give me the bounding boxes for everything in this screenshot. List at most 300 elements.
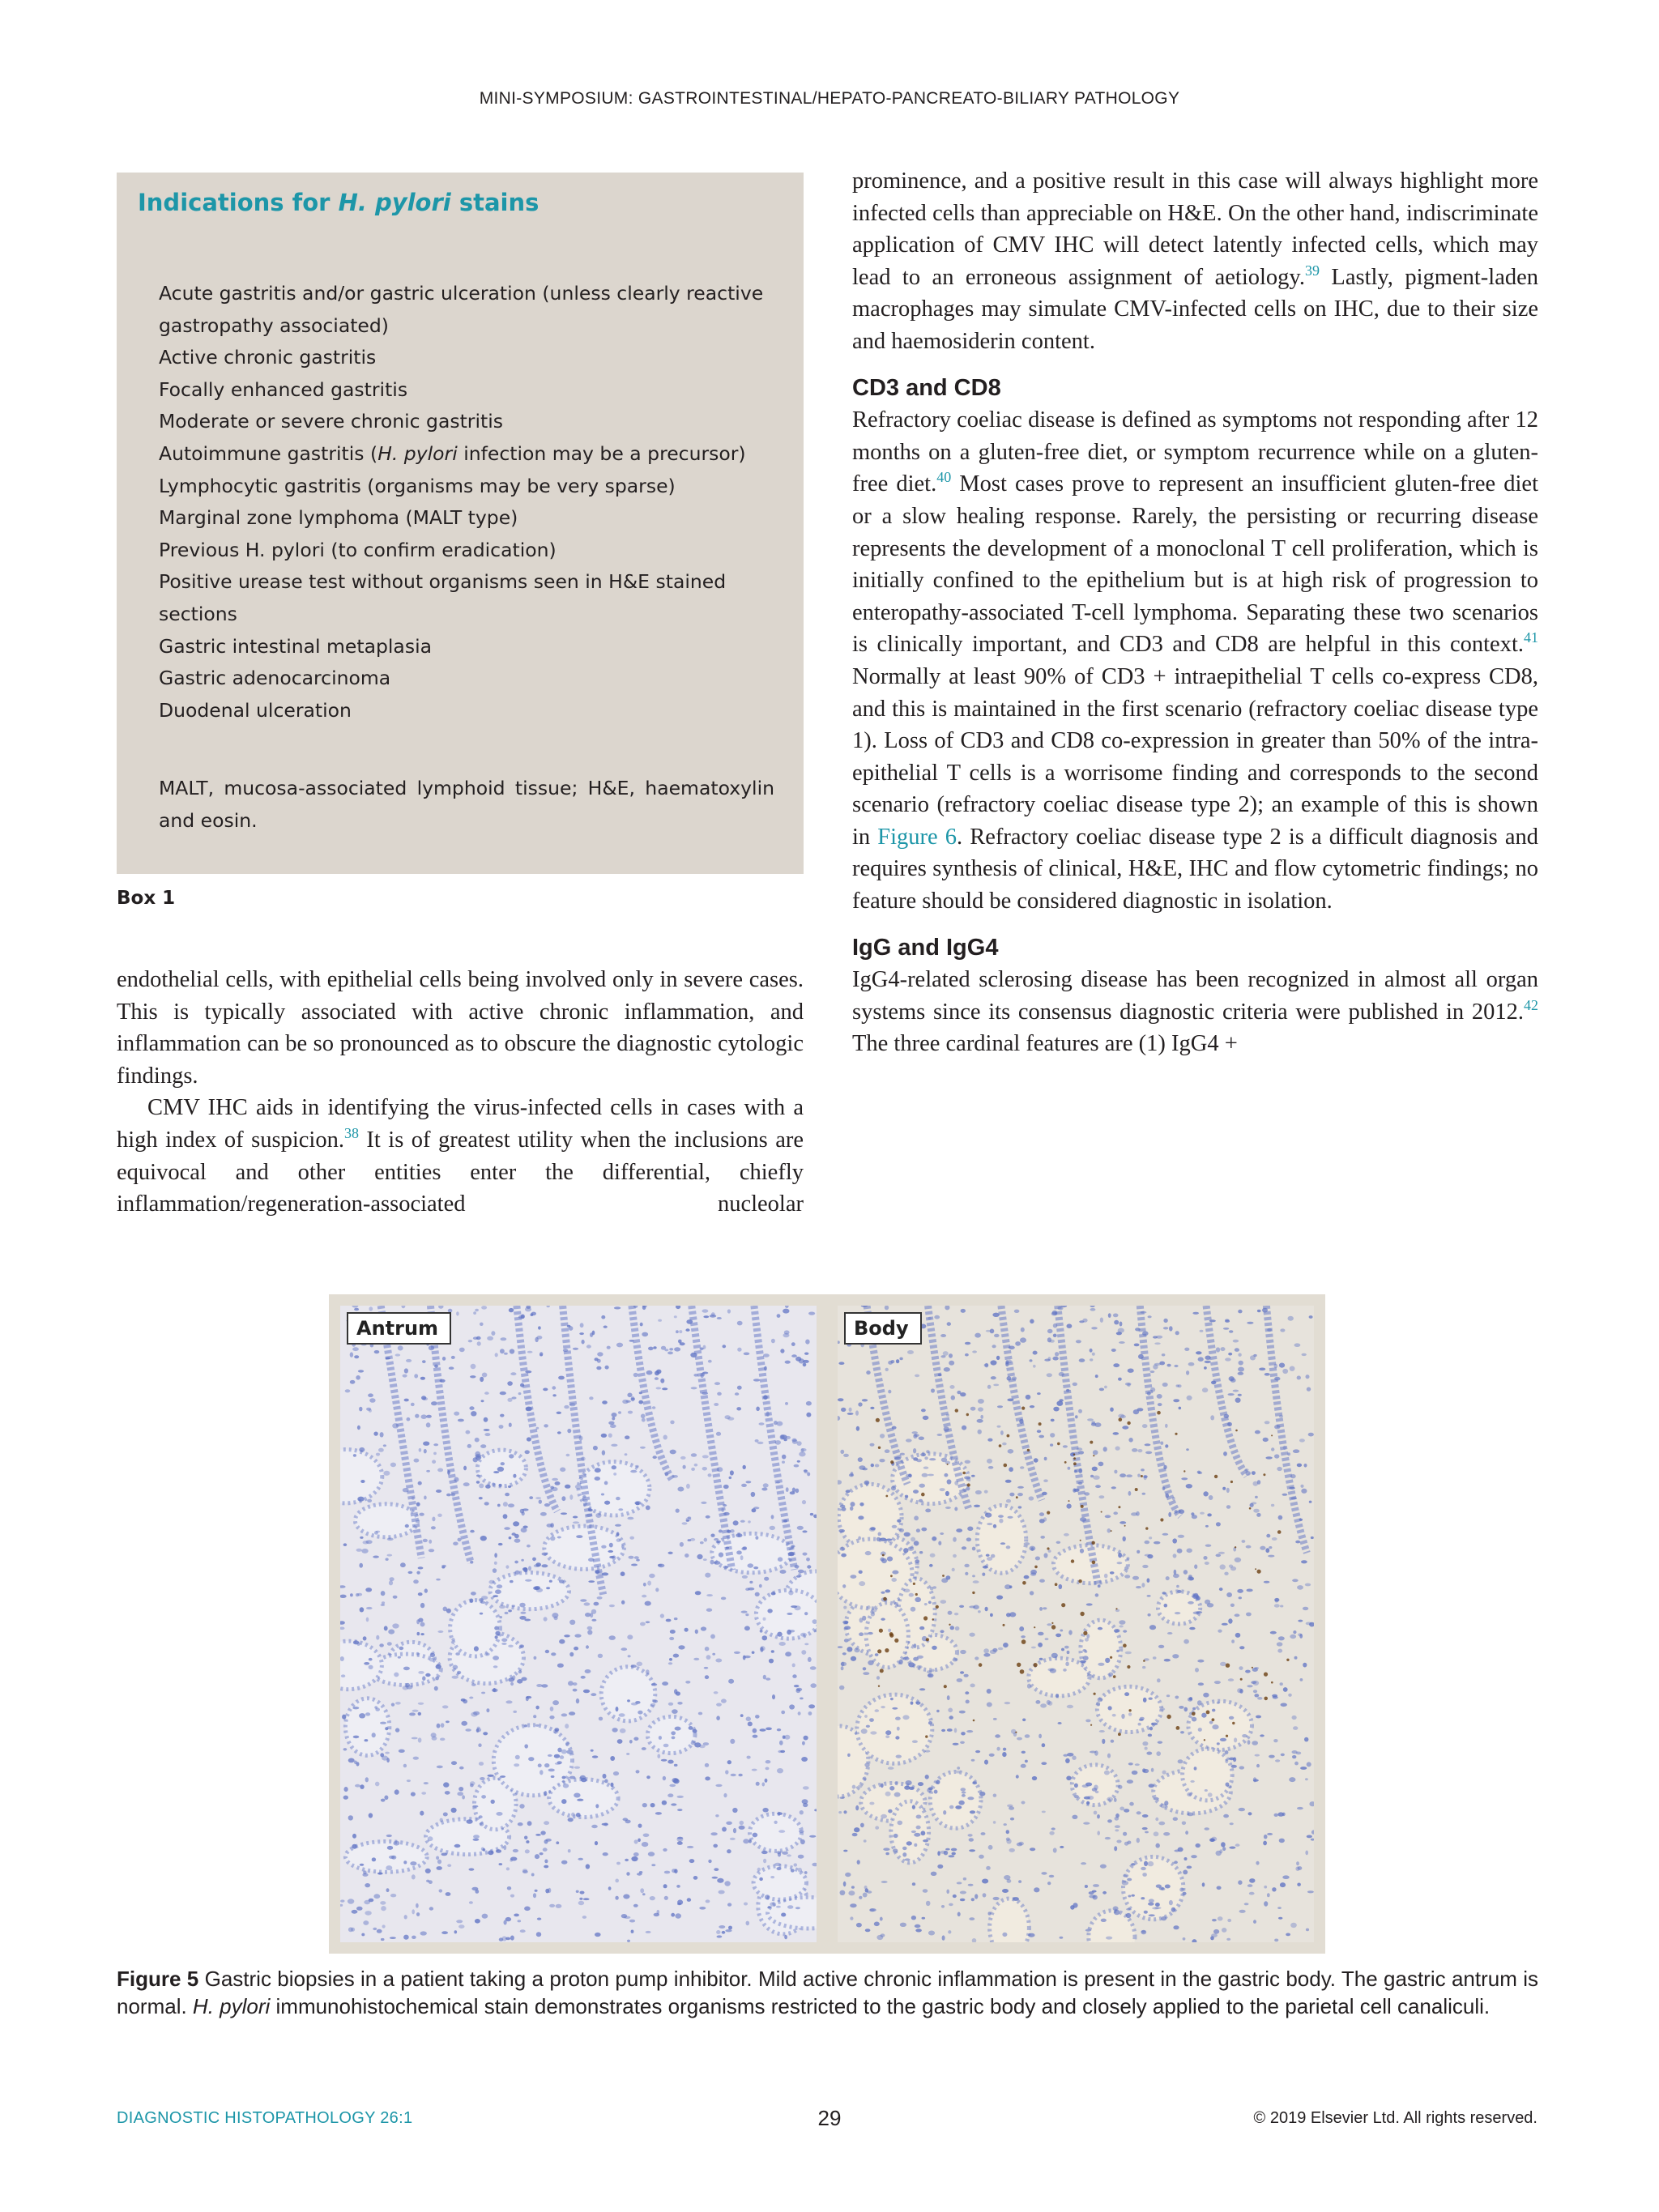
gland-outline <box>355 1504 417 1537</box>
nucleus <box>1272 1694 1277 1698</box>
nucleus <box>1302 1353 1307 1356</box>
nucleus <box>961 1309 966 1313</box>
h-pylori-organism <box>1252 1667 1253 1669</box>
nucleus <box>469 1868 475 1870</box>
nucleus <box>919 1484 925 1488</box>
nucleus <box>998 1647 1003 1651</box>
nucleus <box>1025 1760 1028 1763</box>
nucleus <box>539 1770 543 1775</box>
h-pylori-organism <box>1128 1709 1131 1711</box>
nucleus <box>526 1840 529 1843</box>
nucleus <box>705 1776 710 1780</box>
nucleus <box>1117 1562 1123 1564</box>
nucleus <box>983 1653 990 1657</box>
nucleus <box>1203 1693 1209 1698</box>
nucleus <box>672 1778 679 1783</box>
nucleus <box>686 1319 693 1324</box>
nucleus <box>456 1311 459 1315</box>
nucleus <box>634 1501 641 1505</box>
nucleus <box>787 1905 793 1909</box>
nucleus <box>500 1392 506 1395</box>
nucleus <box>864 1839 867 1842</box>
nucleus <box>751 1492 756 1497</box>
nucleus <box>741 1484 747 1487</box>
h-pylori-organism <box>1047 1511 1050 1515</box>
nucleus <box>442 1705 449 1708</box>
nucleus <box>993 1794 997 1797</box>
nucleus <box>536 1932 541 1937</box>
nucleus <box>376 1635 379 1640</box>
nucleus <box>699 1907 706 1910</box>
nucleus <box>774 1863 781 1866</box>
nucleus <box>508 1485 511 1488</box>
nucleus <box>477 1727 480 1729</box>
nucleus <box>1203 1491 1208 1496</box>
h-pylori-organism <box>1249 1507 1252 1510</box>
nucleus <box>1127 1779 1133 1784</box>
nucleus <box>626 1753 629 1755</box>
h-pylori-organism <box>966 1413 969 1416</box>
nucleus <box>1098 1663 1104 1666</box>
h-pylori-organism <box>1064 1461 1067 1464</box>
nucleus <box>426 1415 432 1418</box>
nucleus <box>807 1565 811 1568</box>
h-pylori-organism <box>1124 1525 1126 1527</box>
nucleus <box>799 1451 805 1456</box>
nucleus <box>420 1633 424 1635</box>
nucleus <box>728 1926 732 1930</box>
nucleus <box>636 1770 640 1773</box>
mucosal-fold <box>1206 1306 1247 1476</box>
h-pylori-organism <box>1145 1527 1148 1529</box>
nucleus <box>459 1767 464 1770</box>
nucleus <box>363 1870 366 1874</box>
indications-box <box>117 173 804 874</box>
nucleus <box>369 1899 374 1903</box>
nucleus <box>616 1862 621 1865</box>
nucleus <box>629 1740 633 1744</box>
nucleus <box>893 1602 898 1605</box>
nucleus <box>940 1334 946 1337</box>
nucleus <box>694 1464 698 1467</box>
h-pylori-organism <box>1264 1697 1268 1701</box>
nucleus <box>1141 1583 1145 1588</box>
nucleus <box>585 1669 591 1673</box>
nucleus <box>1211 1933 1218 1937</box>
nucleus <box>919 1437 924 1441</box>
nucleus <box>1254 1694 1259 1697</box>
nucleus <box>1149 1899 1154 1903</box>
citation-link[interactable]: 38 <box>343 1124 359 1141</box>
nucleus <box>457 1792 463 1796</box>
nucleus <box>507 1398 512 1402</box>
nucleus <box>1158 1645 1164 1648</box>
nucleus <box>769 1659 774 1664</box>
nucleus <box>1124 1575 1130 1578</box>
nucleus <box>473 1835 480 1839</box>
nucleus <box>399 1647 403 1650</box>
nucleus <box>946 1890 949 1894</box>
nucleus <box>1198 1472 1202 1474</box>
nucleus <box>1085 1885 1088 1888</box>
nucleus <box>1132 1448 1137 1452</box>
citation-link[interactable]: 41 <box>1524 629 1538 646</box>
nucleus <box>603 1774 607 1779</box>
nucleus <box>1165 1424 1168 1428</box>
nucleus <box>514 1914 519 1917</box>
nucleus <box>420 1622 425 1627</box>
nucleus <box>628 1655 631 1657</box>
nucleus <box>521 1559 524 1562</box>
nucleus <box>1145 1554 1151 1557</box>
nucleus <box>1050 1433 1055 1438</box>
nucleus <box>1183 1639 1189 1644</box>
nucleus <box>565 1724 569 1728</box>
nucleus <box>717 1467 723 1472</box>
nucleus <box>880 1434 885 1438</box>
nucleus <box>519 1804 524 1809</box>
nucleus <box>885 1539 892 1541</box>
nucleus <box>944 1367 950 1372</box>
nucleus <box>621 1600 625 1605</box>
nucleus <box>625 1859 629 1861</box>
nucleus <box>763 1353 770 1357</box>
nucleus <box>950 1626 954 1630</box>
nucleus <box>495 1589 501 1594</box>
nucleus <box>458 1924 464 1929</box>
nucleus <box>625 1435 629 1439</box>
nucleus <box>473 1311 476 1315</box>
nucleus <box>416 1912 420 1916</box>
nucleus <box>559 1579 564 1583</box>
nucleus <box>732 1808 737 1813</box>
nucleus <box>1221 1842 1226 1847</box>
nucleus <box>518 1392 522 1395</box>
nucleus <box>551 1652 556 1656</box>
nucleus <box>1090 1349 1093 1353</box>
nucleus <box>586 1645 589 1648</box>
nucleus <box>1038 1734 1042 1739</box>
nucleus <box>1208 1792 1213 1796</box>
nucleus <box>499 1484 502 1487</box>
nucleus <box>617 1739 623 1744</box>
nucleus <box>770 1902 776 1906</box>
nucleus <box>634 1839 638 1843</box>
nucleus <box>480 1822 484 1826</box>
nucleus <box>906 1780 912 1785</box>
nucleus <box>650 1803 655 1807</box>
nucleus <box>1122 1881 1128 1886</box>
nucleus <box>1311 1536 1314 1539</box>
nucleus <box>1093 1450 1098 1455</box>
nucleus <box>871 1608 876 1612</box>
nucleus <box>876 1537 881 1541</box>
nucleus <box>781 1913 786 1917</box>
nucleus <box>1246 1613 1252 1617</box>
nucleus <box>1192 1707 1196 1710</box>
paragraph-igg4 <box>852 964 1538 1060</box>
nucleus <box>1104 1386 1107 1389</box>
nucleus <box>921 1831 926 1835</box>
nucleus <box>1095 1485 1101 1488</box>
section-heading-igg-igg4: IgG and IgG4 <box>852 934 999 961</box>
nucleus <box>672 1709 678 1714</box>
nucleus <box>484 1417 488 1422</box>
nucleus <box>1230 1822 1234 1825</box>
nucleus <box>721 1597 726 1600</box>
panel-label-body: Body <box>844 1312 922 1345</box>
figure-6-link[interactable]: Figure 6 <box>877 824 957 850</box>
nucleus <box>485 1485 491 1489</box>
nucleus <box>542 1553 548 1556</box>
nucleus <box>1127 1557 1130 1560</box>
nucleus <box>591 1609 596 1614</box>
nucleus <box>636 1559 640 1562</box>
nucleus <box>896 1359 899 1363</box>
nucleus <box>433 1443 438 1446</box>
nucleus <box>1128 1491 1132 1496</box>
nucleus <box>350 1593 353 1596</box>
nucleus <box>659 1736 662 1740</box>
h-pylori-organism <box>1230 1481 1233 1483</box>
nucleus <box>621 1571 625 1576</box>
nucleus <box>505 1612 509 1614</box>
nucleus <box>790 1491 795 1494</box>
nucleus <box>1148 1613 1151 1617</box>
nucleus <box>1157 1394 1162 1399</box>
nucleus <box>1244 1903 1249 1905</box>
nucleus <box>1006 1545 1011 1549</box>
nucleus <box>369 1306 373 1311</box>
nucleus <box>727 1849 731 1853</box>
nucleus <box>1063 1445 1068 1447</box>
nucleus <box>385 1752 390 1754</box>
nucleus <box>573 1516 578 1519</box>
nucleus <box>798 1711 801 1715</box>
nucleus <box>978 1610 981 1613</box>
nucleus <box>1120 1473 1126 1477</box>
nucleus <box>469 1406 474 1410</box>
nucleus <box>1264 1886 1267 1889</box>
nucleus <box>400 1562 406 1567</box>
nucleus <box>934 1315 940 1319</box>
nucleus <box>1038 1643 1043 1647</box>
nucleus <box>514 1763 519 1767</box>
nucleus <box>1309 1315 1313 1319</box>
nucleus <box>778 1830 785 1833</box>
nucleus <box>423 1539 428 1542</box>
nucleus <box>532 1558 536 1562</box>
nucleus <box>843 1454 849 1457</box>
nucleus <box>788 1591 793 1596</box>
nucleus <box>912 1882 915 1886</box>
nucleus <box>1141 1468 1145 1471</box>
nucleus <box>1265 1456 1272 1459</box>
nucleus <box>510 1372 516 1375</box>
nucleus <box>1087 1674 1094 1677</box>
nucleus <box>663 1884 667 1888</box>
nucleus <box>379 1643 384 1647</box>
nucleus <box>446 1720 450 1723</box>
nucleus <box>1169 1326 1173 1331</box>
caption-text: immunohistochemical stain demonstrates organisms restricted to the gastric body and closely applied to the parietal cell canaliculi. <box>270 1994 1491 2018</box>
nucleus <box>520 1612 526 1614</box>
gland-outline <box>990 1899 1030 1942</box>
nucleus <box>493 1568 497 1573</box>
nucleus <box>1227 1422 1232 1426</box>
nucleus <box>369 1409 372 1413</box>
nucleus <box>1163 1327 1168 1329</box>
nucleus <box>1016 1775 1019 1778</box>
citation-link[interactable]: 39 <box>1304 262 1320 279</box>
nucleus <box>1073 1488 1076 1492</box>
nucleus <box>1228 1353 1232 1356</box>
nucleus <box>1175 1612 1180 1614</box>
nucleus <box>804 1469 808 1472</box>
nucleus <box>762 1635 768 1640</box>
nucleus <box>1260 1546 1265 1550</box>
nucleus <box>1093 1895 1098 1900</box>
nucleus <box>948 1708 953 1713</box>
nucleus <box>519 1603 525 1608</box>
nucleus <box>604 1501 610 1505</box>
nucleus <box>1009 1585 1013 1588</box>
nucleus <box>934 1790 938 1794</box>
nucleus <box>1056 1694 1059 1698</box>
nucleus <box>695 1591 702 1595</box>
nucleus <box>855 1410 859 1415</box>
nucleus <box>1260 1734 1265 1737</box>
nucleus <box>612 1413 617 1417</box>
nucleus <box>859 1896 862 1899</box>
nucleus <box>923 1889 928 1893</box>
nucleus <box>753 1566 758 1569</box>
nucleus <box>785 1306 789 1308</box>
citation-link[interactable]: 42 <box>1524 996 1538 1013</box>
mucosal-fold <box>1001 1306 1042 1500</box>
nucleus <box>1060 1630 1063 1632</box>
nucleus <box>1187 1792 1192 1796</box>
nucleus <box>499 1937 503 1941</box>
nucleus <box>368 1393 373 1397</box>
nucleus <box>658 1319 662 1322</box>
nucleus <box>1268 1555 1274 1558</box>
nucleus <box>798 1868 802 1873</box>
nucleus <box>369 1658 373 1661</box>
nucleus <box>513 1521 519 1526</box>
nucleus <box>499 1425 504 1429</box>
nucleus <box>391 1703 394 1707</box>
nucleus <box>1003 1643 1009 1647</box>
nucleus <box>1165 1444 1168 1447</box>
nucleus <box>1135 1328 1141 1331</box>
nucleus <box>492 1483 495 1486</box>
nucleus <box>858 1515 864 1519</box>
nucleus <box>719 1890 725 1894</box>
nucleus <box>480 1536 487 1541</box>
nucleus <box>453 1665 458 1670</box>
nucleus <box>543 1388 548 1392</box>
h-pylori-organism <box>1021 1407 1025 1410</box>
nucleus <box>615 1879 619 1883</box>
nucleus <box>1179 1887 1184 1891</box>
nucleus <box>1239 1766 1245 1769</box>
nucleus <box>1044 1457 1047 1460</box>
h-pylori-organism <box>1090 1724 1092 1726</box>
nucleus <box>728 1679 734 1684</box>
nucleus <box>1237 1589 1243 1593</box>
nucleus <box>1149 1698 1153 1700</box>
nucleus <box>1238 1880 1242 1885</box>
nucleus <box>925 1509 931 1513</box>
nucleus <box>908 1474 912 1478</box>
nucleus <box>1158 1822 1165 1826</box>
nucleus <box>1158 1741 1162 1744</box>
nucleus <box>1251 1681 1256 1684</box>
nucleus <box>791 1342 795 1346</box>
nucleus <box>535 1890 538 1892</box>
nucleus <box>916 1702 921 1705</box>
nucleus <box>497 1467 504 1472</box>
nucleus <box>633 1737 638 1741</box>
nucleus <box>1060 1846 1064 1848</box>
nucleus <box>1288 1316 1294 1321</box>
nucleus <box>494 1562 497 1565</box>
nucleus <box>914 1541 919 1545</box>
nucleus <box>978 1430 982 1434</box>
nucleus <box>915 1375 919 1378</box>
nucleus <box>702 1455 709 1458</box>
nucleus <box>527 1437 531 1441</box>
nucleus <box>691 1468 695 1471</box>
nucleus <box>1270 1631 1277 1634</box>
nucleus <box>1292 1715 1297 1720</box>
nucleus <box>1212 1919 1217 1921</box>
nucleus <box>740 1520 745 1523</box>
nucleus <box>507 1886 511 1890</box>
nucleus <box>1154 1831 1159 1836</box>
nucleus <box>838 1398 844 1401</box>
nucleus <box>748 1563 754 1567</box>
nucleus <box>1099 1388 1104 1392</box>
nucleus <box>866 1370 870 1375</box>
nucleus <box>875 1653 879 1656</box>
nucleus <box>674 1315 677 1318</box>
nucleus <box>1079 1468 1083 1473</box>
nucleus <box>838 1480 842 1485</box>
nucleus <box>1176 1585 1179 1588</box>
nucleus <box>987 1689 992 1694</box>
nucleus <box>458 1538 462 1542</box>
nucleus <box>421 1792 426 1794</box>
nucleus <box>374 1706 377 1708</box>
nucleus <box>1164 1659 1171 1662</box>
nucleus <box>426 1470 430 1473</box>
citation-link[interactable]: 40 <box>936 469 952 486</box>
nucleus <box>714 1538 719 1541</box>
nucleus <box>857 1860 860 1865</box>
h-pylori-organism <box>878 1447 881 1449</box>
nucleus <box>559 1639 565 1644</box>
nucleus <box>479 1497 483 1499</box>
nucleus <box>1239 1666 1243 1670</box>
nucleus <box>420 1931 427 1935</box>
nucleus <box>1039 1519 1045 1523</box>
nucleus <box>549 1904 555 1907</box>
nucleus <box>557 1664 564 1668</box>
nucleus <box>360 1784 364 1789</box>
nucleus <box>719 1925 725 1929</box>
